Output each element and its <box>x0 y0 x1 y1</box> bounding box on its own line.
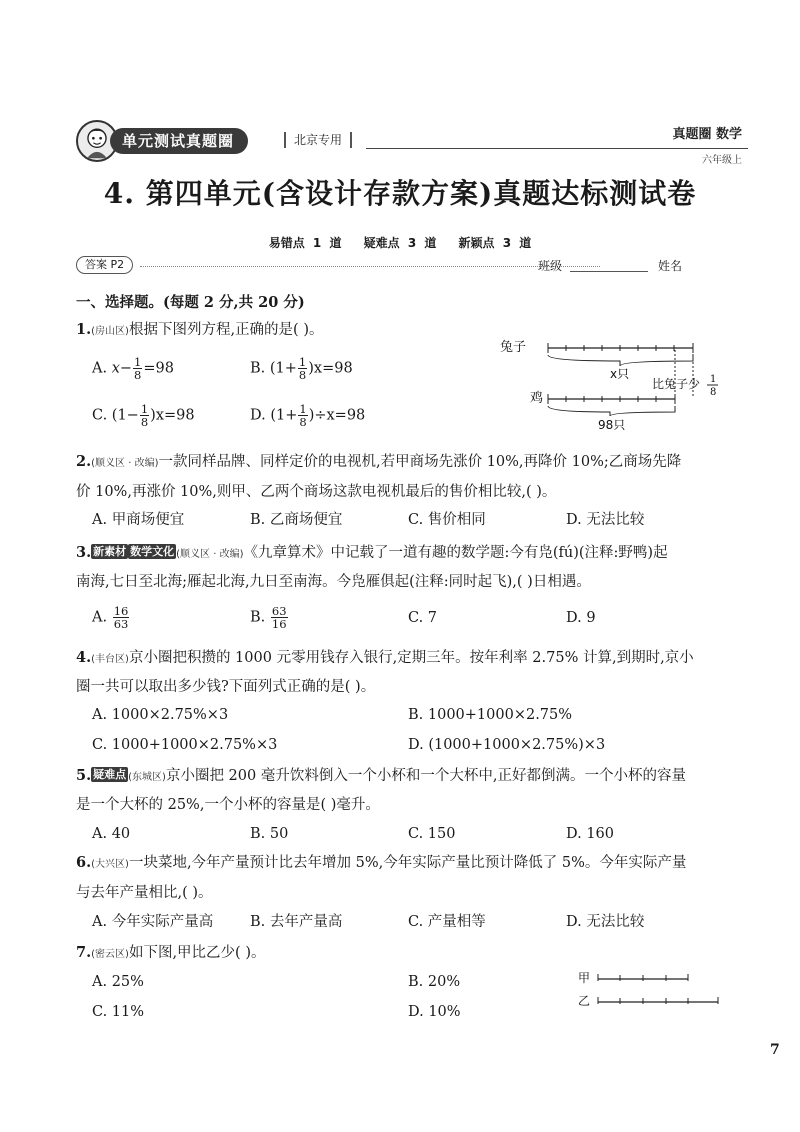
unit-badge: 单元测试真题圈 <box>110 128 248 154</box>
grade-label: 六年级上 <box>702 155 742 166</box>
stat-difficult: 疑难点 3 道 <box>363 236 437 250</box>
q1-option-d[interactable]: D. (1+ $\frac{1}{8}$ )÷x=98 <box>250 402 366 429</box>
q7-option-a[interactable]: A. 25% <box>92 974 144 990</box>
q6-option-d[interactable]: D. 无法比较 <box>566 914 645 930</box>
question-4: 4.(丰台区)京小圈把积攒的 1000 元零用钱存入银行,定期三年。按年利率 2.75% 计算,到期时,京小 <box>76 649 694 666</box>
q7-option-c[interactable]: C. 11% <box>92 1004 145 1020</box>
q4-line-2: 圈一共可以取出多少钱?下面列式正确的是( )。 <box>76 679 376 695</box>
q4-option-d[interactable]: D. (1000+1000×2.75%)×3 <box>408 737 606 753</box>
brand-label: 真题圈 数学 <box>672 127 742 142</box>
q5-option-a[interactable]: A. 40 <box>92 826 131 842</box>
q1-option-a[interactable]: A. x− $\frac{1}{8}$ =98 <box>92 355 174 382</box>
difficult-tag: 疑难点 <box>93 768 127 781</box>
page-header <box>76 120 748 166</box>
q2-option-b[interactable]: B. 乙商场便宜 <box>250 512 343 528</box>
q6-source: (大兴区) <box>91 859 129 870</box>
q1-segment-diagram <box>500 336 750 436</box>
q6-option-c[interactable]: C. 产量相等 <box>408 914 486 930</box>
question-1 <box>76 320 323 342</box>
q1-number: 1. <box>76 321 92 338</box>
q7-text: 如下图,甲比乙少( )。 <box>128 945 266 961</box>
q5-option-c[interactable]: C. 150 <box>408 826 456 842</box>
page-title: 4. 第四单元(含设计存款方案)真题达标测试卷 <box>103 177 697 210</box>
q3-line-2: 南海,七日至北海;雁起北海,九日至南海。今凫雁俱起(注释:同时起飞),( )日相遇。 <box>76 574 591 590</box>
q5-option-b[interactable]: B. 50 <box>250 826 289 842</box>
q7-segment-diagram <box>578 965 728 1015</box>
q2-line-1: 一款同样品牌、同样定价的电视机,若甲商场先涨价 10%,再降价 10%;乙商场先降 <box>158 454 682 470</box>
name-label: 姓名 <box>658 259 683 273</box>
chicken-label: 鸡 <box>530 391 544 406</box>
q7-option-b[interactable]: B. 20% <box>408 974 461 990</box>
q4-option-c[interactable]: C. 1000+1000×2.75%×3 <box>92 737 278 753</box>
jia-label: 甲 <box>578 971 591 985</box>
q7-option-d[interactable]: D. 10% <box>408 1004 461 1020</box>
q2-option-c[interactable]: C. 售价相同 <box>408 512 486 528</box>
new-material-tag: 新素材 <box>93 545 127 558</box>
stat-novel: 新颖点 3 道 <box>458 236 532 250</box>
q6-line-2: 与去年产量相比,( )。 <box>76 885 213 901</box>
svg-text:8: 8 <box>710 387 717 398</box>
q2-source: (顺义区 · 改编) <box>91 458 159 469</box>
dotted-divider <box>140 266 600 267</box>
class-field[interactable] <box>570 271 648 272</box>
q3-option-d[interactable]: D. 9 <box>566 610 596 626</box>
class-label: 班级 <box>538 259 563 273</box>
q3-line-1: 《九章算术》中记载了一道有趣的数学题:今有凫(fú)(注释:野鸭)起 <box>243 545 668 561</box>
difficulty-stats <box>0 234 800 251</box>
q1-source: (房山区) <box>91 326 129 337</box>
q1-option-c[interactable]: C. (1− $\frac{1}{8}$ )x=98 <box>92 402 195 429</box>
q3-source: (顺义区 · 改编) <box>176 549 244 560</box>
page-number: 7 <box>770 1042 780 1058</box>
x-count-label: x只 <box>610 367 630 381</box>
header-rule <box>366 148 748 149</box>
math-culture-tag: 数学文化 <box>130 545 175 558</box>
q4-option-b[interactable]: B. 1000+1000×2.75% <box>408 707 573 723</box>
question-2: 2.(顺义区 · 改编)一款同样品牌、同样定价的电视机,若甲商场先涨价 10%,再降价 10%;乙商场先降 <box>76 453 682 470</box>
region-label: 北京专用 <box>284 132 352 148</box>
answer-reference: 答案 P2 <box>76 256 133 274</box>
question-6: 6.(大兴区)一块菜地,今年产量预计比去年增加 5%,今年实际产量比预计降低了 5%。今年实际产量 <box>76 854 687 871</box>
q5-line-1: 京小圈把 200 毫升饮料倒入一个小杯和一个大杯中,正好都倒满。一个小杯的容量 <box>165 768 686 784</box>
q1-option-b[interactable]: B. (1+ $\frac{1}{8}$ )x=98 <box>250 355 353 382</box>
q7-source: (密云区) <box>91 949 129 960</box>
q2-line-2: 价 10%,再涨价 10%,则甲、乙两个商场这款电视机最后的售价相比较,( )。 <box>76 484 557 500</box>
question-3: 3. 新素材 数学文化 (顺义区 · 改编)《九章算术》中记载了一道有趣的数学题:今有凫(fú)(注释:野鸭)起 <box>76 544 668 561</box>
q2-option-a[interactable]: A. 甲商场便宜 <box>92 512 185 528</box>
q4-line-1: 京小圈把积攒的 1000 元零用钱存入银行,定期三年。按年利率 2.75% 计算,到期时,京小 <box>128 650 694 666</box>
q3-option-b[interactable]: B. $\frac{63}{16}$ <box>250 604 287 631</box>
q3-option-c[interactable]: C. 7 <box>408 610 438 626</box>
q3-option-a[interactable]: A. $\frac{16}{63}$ <box>92 604 129 631</box>
q5-line-2: 是一个大杯的 25%,一个小杯的容量是( )毫升。 <box>76 797 380 813</box>
answer-row <box>76 254 748 276</box>
q4-option-a[interactable]: A. 1000×2.75%×3 <box>92 707 229 723</box>
q6-option-a[interactable]: A. 今年实际产量高 <box>92 914 214 930</box>
chicken-total-label: 98只 <box>598 418 626 432</box>
svg-text:1: 1 <box>710 374 717 385</box>
rabbit-label: 兔子 <box>500 340 527 355</box>
less-label: 比兔子少 <box>652 377 701 391</box>
q5-source: (东城区) <box>128 772 166 783</box>
section-heading: 一、选择题。(每题 2 分,共 20 分) <box>76 294 305 311</box>
yi-label: 乙 <box>578 994 591 1008</box>
q4-source: (丰台区) <box>91 654 129 665</box>
q6-option-b[interactable]: B. 去年产量高 <box>250 914 343 930</box>
q2-option-d[interactable]: D. 无法比较 <box>566 512 645 528</box>
q5-option-d[interactable]: D. 160 <box>566 826 615 842</box>
q6-line-1: 一块菜地,今年产量预计比去年增加 5%,今年实际产量比预计降低了 5%。今年实际产量 <box>128 855 687 871</box>
stat-error-prone: 易错点 1 道 <box>268 236 342 250</box>
question-5: 5. 疑难点 (东城区)京小圈把 200 毫升饮料倒入一个小杯和一个大杯中,正好都倒满。一个小杯的容量 <box>76 767 686 784</box>
question-7: 7.(密云区)如下图,甲比乙少( )。 <box>76 944 266 961</box>
q1-text: 根据下图列方程,正确的是( )。 <box>128 322 324 338</box>
